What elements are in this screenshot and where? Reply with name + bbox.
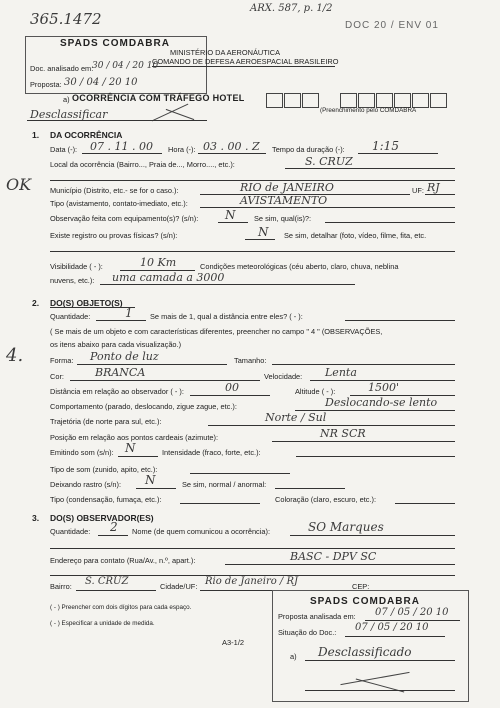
uf-value: RJ xyxy=(427,181,440,194)
section-1-title: DA OCORRÊNCIA xyxy=(50,130,123,140)
se-sim-qual-label: Se sim, qual(is)?: xyxy=(254,214,312,223)
hora-label: Hora (-): xyxy=(168,145,196,154)
rastro-detail: Se sim, normal / anormal: xyxy=(182,480,267,489)
section-3-title: DO(S) OBSERVADOR(ES) xyxy=(50,513,154,523)
form-code: A3-1/2 xyxy=(222,638,245,647)
proposta-label: Proposta: xyxy=(30,80,62,89)
municipio-value: RIO de JANEIRO xyxy=(240,181,334,194)
bairro-value: S. CRUZ xyxy=(85,576,129,587)
bottom-proposta-label: Proposta analisada em: xyxy=(278,612,356,621)
emitindo-label: Emitindo som (s/n): xyxy=(50,448,114,457)
s3-quantidade-label: Quantidade: xyxy=(50,527,91,536)
intensidade-label: Intensidade (fraco, forte, etc.): xyxy=(162,448,261,457)
forma-label: Forma: xyxy=(50,356,74,365)
duracao-label: Tempo da duração (-): xyxy=(272,145,345,154)
ministry-name: MINISTÉRIO DA AERONÁUTICA xyxy=(170,48,281,57)
item-a-label: a) xyxy=(63,95,70,104)
condicoes-label: Condições meteorológicas (céu aberto, claro, chuva, neblina xyxy=(200,262,399,271)
nuvens-value: uma camada a 3000 xyxy=(112,271,225,284)
data-value: 07 . 11 . 00 xyxy=(90,140,153,153)
code-box-1 xyxy=(266,93,283,108)
margin-note-4: 4. xyxy=(6,345,24,366)
code-box-3 xyxy=(302,93,319,108)
uf-label: UF: xyxy=(412,186,424,195)
distancia-value: 00 xyxy=(225,381,239,394)
bairro-label: Bairro: xyxy=(50,582,72,591)
local-value: S. CRUZ xyxy=(305,155,353,168)
nome-label: Nome (de quem comunicou a ocorrência): xyxy=(132,527,271,536)
nome-value: SO Marques xyxy=(308,520,384,534)
endereco-label: Endereço para contato (Rua/Av., n.º, apart.): xyxy=(50,556,196,565)
section-2-number: 2. xyxy=(32,298,40,308)
observacao-label: Observação feita com equipamento(s)? (s/n): xyxy=(50,214,199,223)
bottom-stamp-org: SPADS COMDABRA xyxy=(310,596,420,607)
cidade-value: Rio de Janeiro / RJ xyxy=(205,576,299,587)
code-box-7 xyxy=(394,93,411,108)
proposta-value: 30 / 04 / 20 10 xyxy=(64,77,138,88)
observacao-value: N xyxy=(225,208,236,222)
code-box-8 xyxy=(412,93,429,108)
bottom-situacao-value: 07 / 05 / 20 10 xyxy=(355,622,429,633)
comportamento-value: Deslocando-se lento xyxy=(325,396,438,409)
code-box-2 xyxy=(284,93,301,108)
code-box-4 xyxy=(340,93,357,108)
bottom-situacao-label: Situação do Doc.: xyxy=(278,628,337,637)
s2-note-1: ( Se mais de um objeto e com características diferentes, preencher no campo " 4 " (OBSERVAÇÕES, xyxy=(50,327,383,336)
visibilidade-value: 10 Km xyxy=(140,256,177,269)
hora-value: 03 . 00 . Z xyxy=(203,140,260,153)
altitude-value: 1500' xyxy=(368,381,400,394)
tipo-som-label: Tipo de som (zunido, apito, etc.): xyxy=(50,465,158,474)
s2-note-2: os itens abaixo para cada visualização.) xyxy=(50,340,182,349)
footnote-1: ( - ) Preencher com dois dígitos para cada espaço. xyxy=(50,604,192,611)
section-3-number: 3. xyxy=(32,513,40,523)
margin-note-ok: OK xyxy=(6,175,32,194)
posicao-value: NR SCR xyxy=(320,427,366,440)
altitude-label: Altitude ( - ): xyxy=(295,387,336,396)
duracao-value: 1:15 xyxy=(372,139,399,153)
tipo-rastro-label: Tipo (condensação, fumaça, etc.): xyxy=(50,495,162,504)
trajetoria-label: Trajetória (de norte para sul, etc.): xyxy=(50,417,162,426)
endereco-value: BASC - DPV SC xyxy=(290,550,377,563)
tamanho-label: Tamanho: xyxy=(234,356,267,365)
visibilidade-label: Visibilidade ( - ): xyxy=(50,262,103,271)
municipio-label: Município (Distrito, etc.- se for o caso.): xyxy=(50,186,179,195)
registro-label: Existe registro ou provas físicas? (s/n): xyxy=(50,231,178,240)
bottom-item-a: a) xyxy=(290,652,297,661)
s2-quantidade-label: Quantidade: xyxy=(50,312,91,321)
doc-analisado-label: Doc. analisado em: xyxy=(30,64,94,73)
registro-detail: Se sim, detalhar (foto, vídeo, filme, fita, etc. xyxy=(284,231,427,240)
footnote-2: ( - ) Especificar a unidade de medida. xyxy=(50,620,155,627)
local-label: Local da ocorrência (Bairro..., Praia de..., Morro...., etc.): xyxy=(50,160,235,169)
comportamento-label: Comportamento (parado, deslocando, zigue zague, etc.): xyxy=(50,402,237,411)
velocidade-label: Velocidade: xyxy=(264,372,303,381)
distancia-label: Distância em relação ao observador ( - ): xyxy=(50,387,184,396)
emitindo-value: N xyxy=(125,441,136,455)
form-title: OCORRÊNCIA COM TRÁFEGO HOTEL xyxy=(72,93,245,103)
cep-label: CEP: xyxy=(352,582,370,591)
code-box-9 xyxy=(430,93,447,108)
classification-signature: Desclassificar xyxy=(30,108,108,121)
s2-quantidade-value: 1 xyxy=(125,306,133,320)
doc-env-reference: DOC 20 / ENV 01 xyxy=(345,20,439,31)
cor-label: Cor: xyxy=(50,372,64,381)
tipo-label: Tipo (avistamento, contato-imediato, etc.): xyxy=(50,199,188,208)
tipo-value: AVISTAMENTO xyxy=(240,194,328,207)
posicao-label: Posição em relação aos pontos cardeais (azimute): xyxy=(50,433,219,442)
registro-value: N xyxy=(258,225,269,239)
code-box-6 xyxy=(376,93,393,108)
command-name: COMANDO DE DEFESA AEROESPACIAL BRASILEIRO xyxy=(152,57,339,66)
bottom-classification: Desclassificado xyxy=(318,645,412,659)
data-label: Data (-): xyxy=(50,145,78,154)
bottom-proposta-value: 07 / 05 / 20 10 xyxy=(375,607,449,618)
trajetoria-value: Norte / Sul xyxy=(265,411,327,424)
cor-value: BRANCA xyxy=(95,366,146,379)
preenchimento-note: (Preenchimento pelo COMDABRA xyxy=(320,107,417,114)
top-handwritten-number: 365.1472 xyxy=(30,10,102,28)
forma-value: Ponto de luz xyxy=(90,350,159,363)
code-box-5 xyxy=(358,93,375,108)
coloracao-label: Coloração (claro, escuro, etc.): xyxy=(275,495,377,504)
velocidade-value: Lenta xyxy=(325,366,357,379)
rastro-label: Deixando rastro (s/n): xyxy=(50,480,122,489)
s3-quantidade-value: 2 xyxy=(110,520,118,534)
stamp-org-name: SPADS COMDABRA xyxy=(60,38,170,49)
nuvens-label: nuvens, etc.): xyxy=(50,276,95,285)
doc-analisado-value: 30 / 04 / 20 10 xyxy=(92,61,159,71)
section-1-number: 1. xyxy=(32,130,40,140)
archive-reference: ARX. 587, p. 1/2 xyxy=(250,3,333,14)
section-2-title: DO(S) OBJETO(S) xyxy=(50,298,123,308)
rastro-value: N xyxy=(145,473,156,487)
cidade-label: Cidade/UF: xyxy=(160,582,198,591)
s2-quantidade-detail: Se mais de 1, qual a distância entre eles? ( - ): xyxy=(150,312,303,321)
